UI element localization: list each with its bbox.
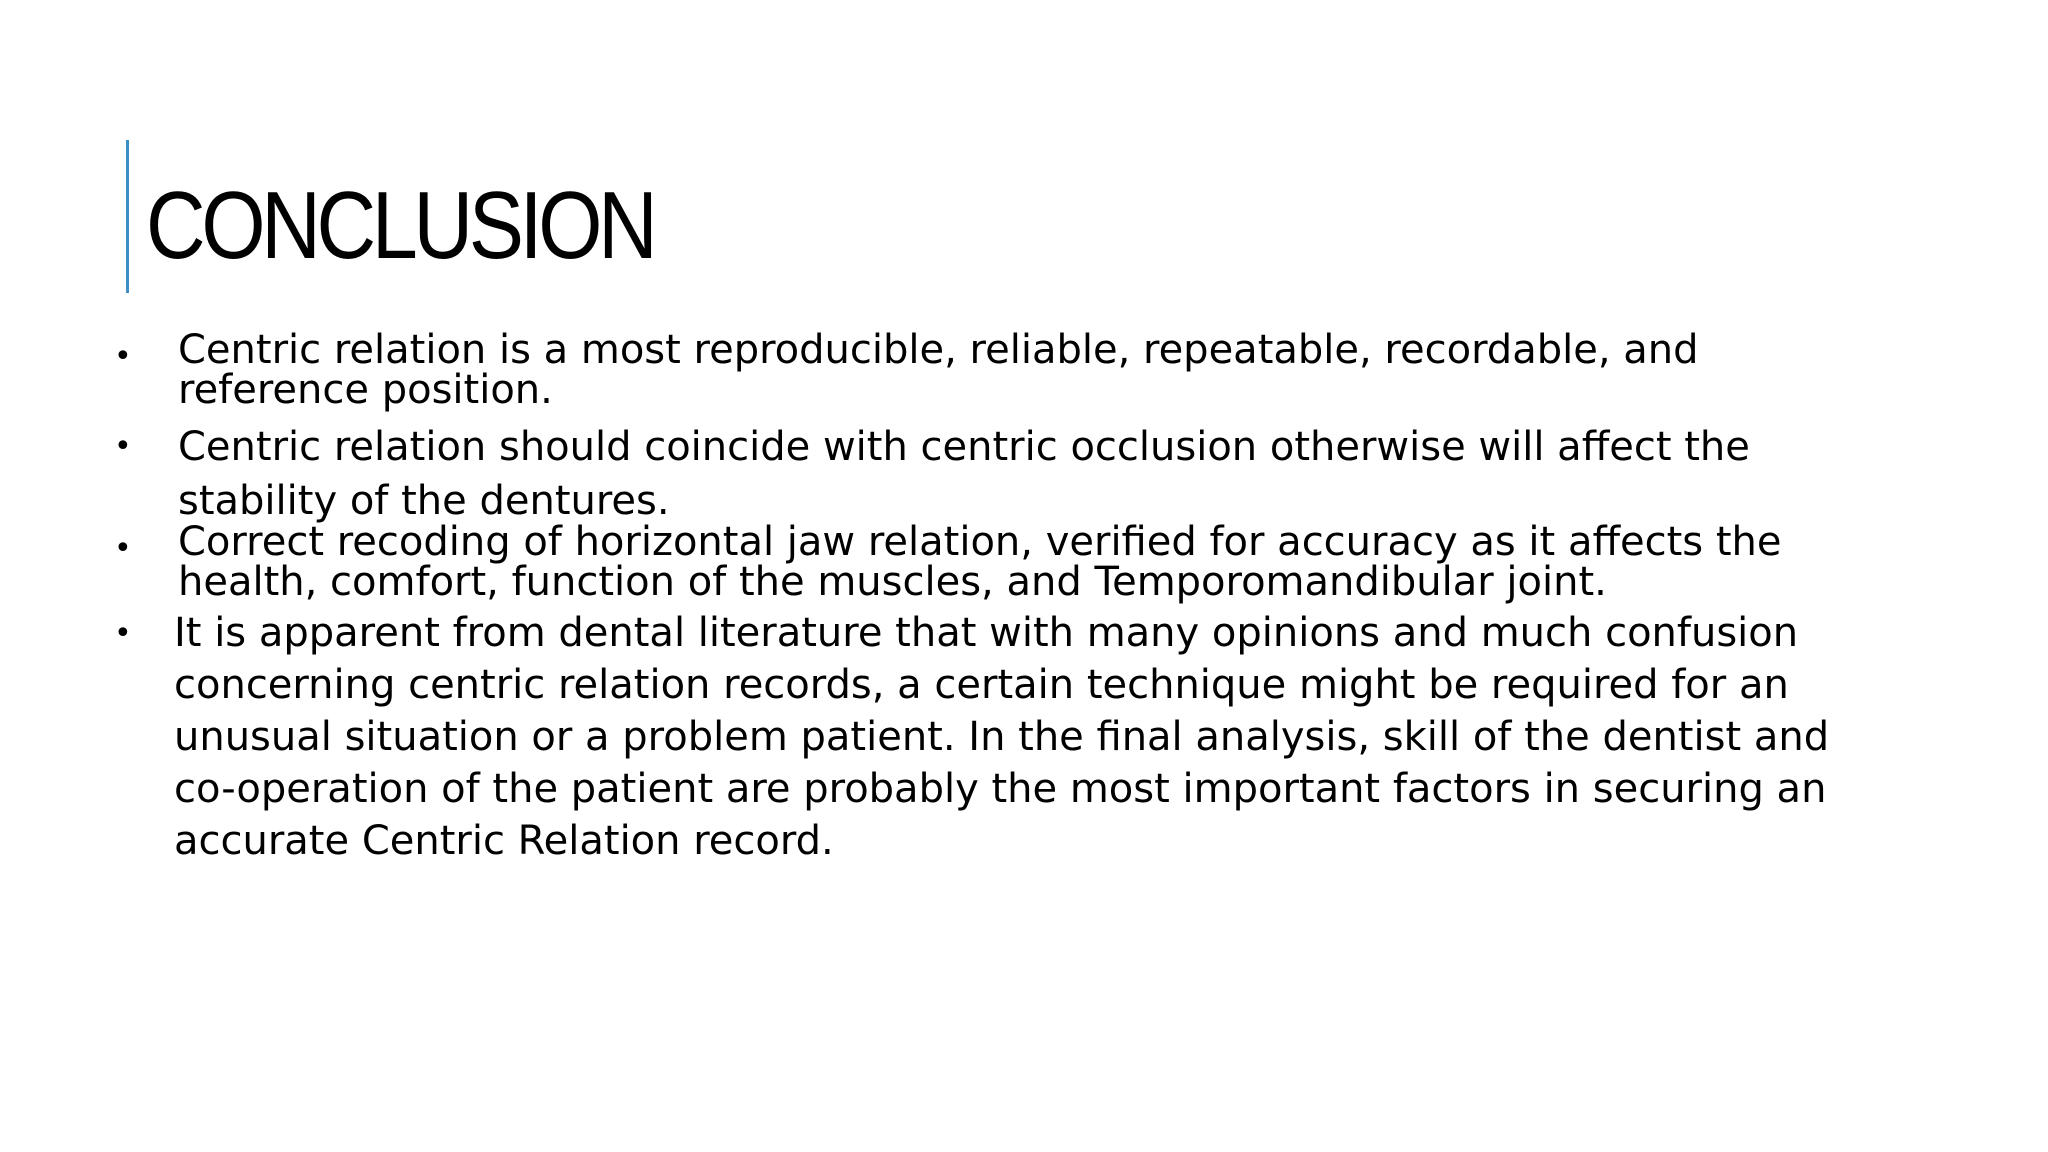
bullet-text: Centric relation is a most reproducible, reliable, repeatable, recordable, and reference position. bbox=[178, 327, 1699, 413]
title-accent-bar bbox=[126, 140, 129, 293]
slide-title: CONCLUSION bbox=[146, 172, 654, 279]
bullet-marker: • bbox=[114, 429, 132, 464]
bullet-marker: • bbox=[114, 616, 132, 651]
bullet-text: Correct recoding of horizontal jaw relation, verified for accuracy as it affects the health, comfort, function of the muscles, and Temporomandibular joint. bbox=[178, 519, 1782, 605]
bullet-marker: • bbox=[114, 531, 132, 566]
bullet-text: Centric relation should coincide with centric occlusion otherwise will affect the stability of the dentures. bbox=[178, 424, 1750, 524]
bullet-text: It is apparent from dental literature that with many opinions and much confusion concerning centric relation records, a certain technique might be required for an unusual situation or a problem patient. In the final analysis, skill of the dentist and co-operation of the patient are probably the most important factors in securing an accurate Centric Relation record. bbox=[174, 610, 1830, 864]
bullet-marker: • bbox=[114, 339, 132, 374]
